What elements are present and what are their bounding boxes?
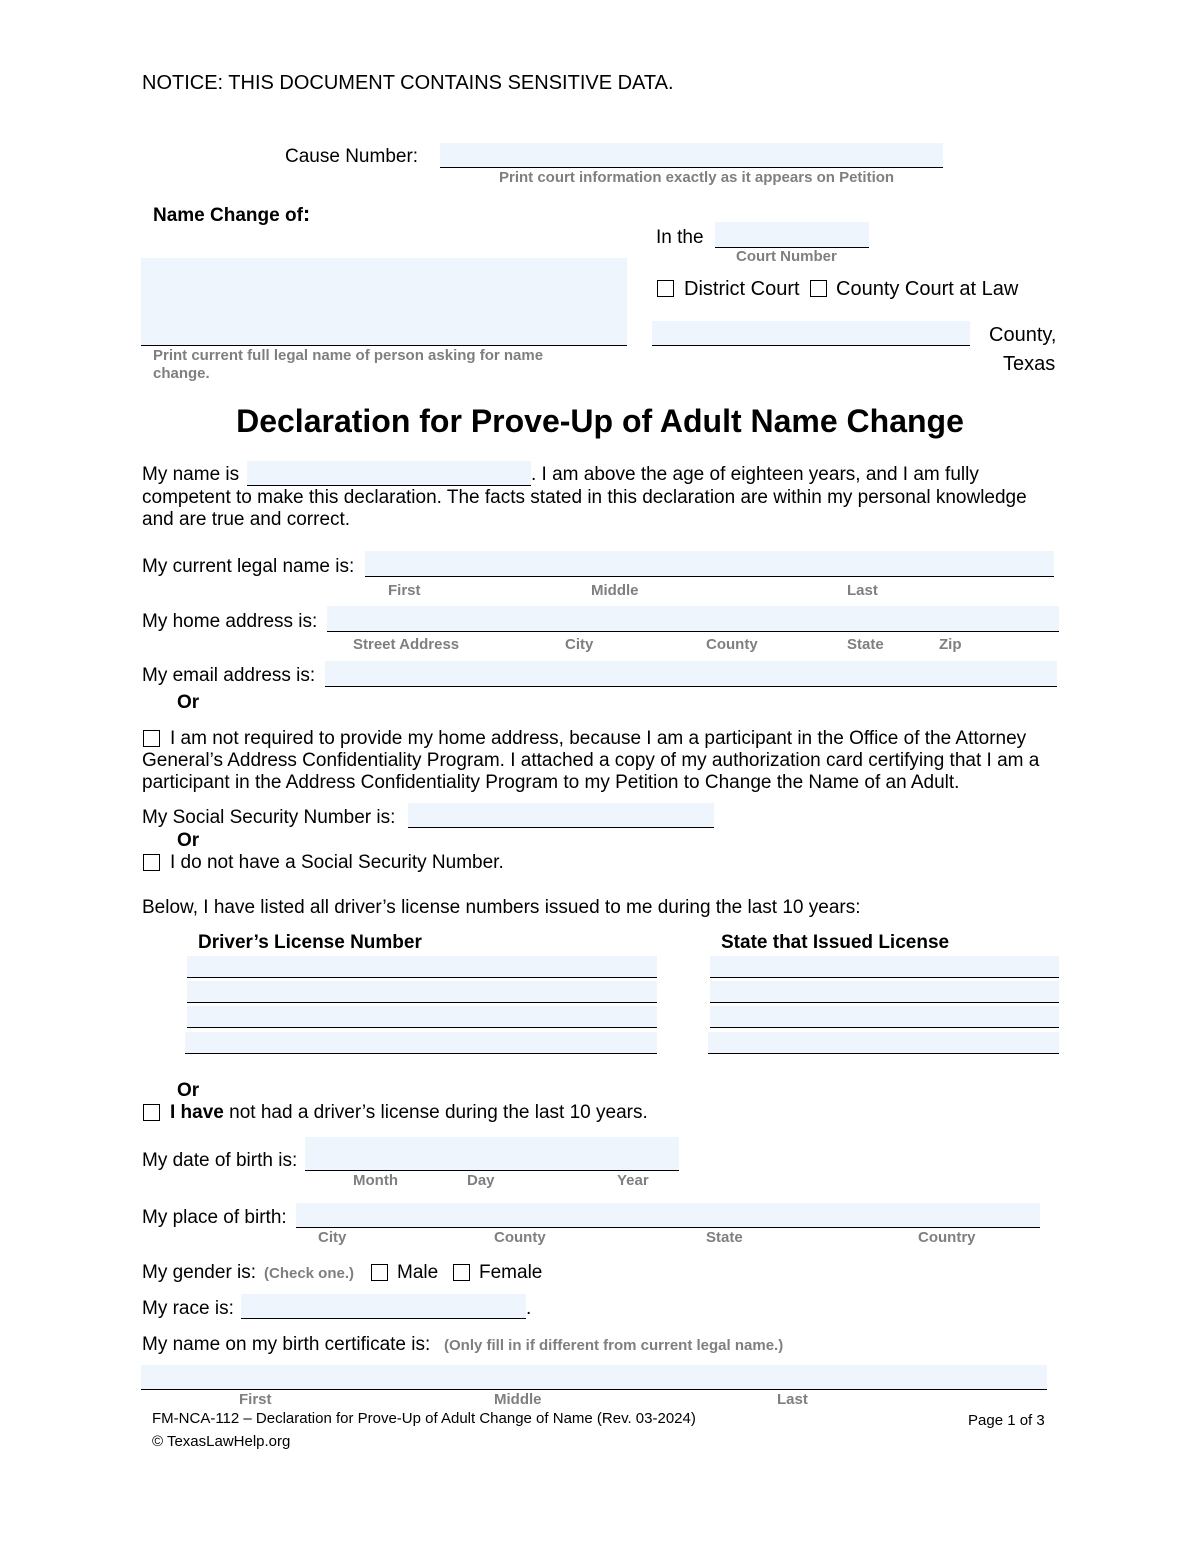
gender-hint: (Check one.)	[264, 1265, 355, 1282]
acp-line1: I am not required to provide my home address, because I am a participant in the Office of the Attorney	[170, 728, 1027, 749]
license-state-row-4[interactable]	[708, 1032, 1059, 1054]
intro-line3: and are true and correct.	[142, 509, 351, 530]
district-court-checkbox[interactable]	[657, 280, 674, 297]
acp-line3: participant in the Address Confidentiality Program to my Petition to Change the Name of an Adult.	[142, 772, 960, 793]
no-ssn-label: I do not have a Social Security Number.	[170, 852, 504, 873]
name-change-of-heading: Name Change of:	[153, 201, 311, 226]
ssn-label: My Social Security Number is:	[142, 807, 396, 828]
drivers-license-number-header: Driver’s License Number	[198, 932, 422, 953]
license-number-row-4[interactable]	[185, 1032, 657, 1054]
dob-year-hint: Year	[617, 1172, 649, 1189]
declarant-name-field[interactable]	[247, 461, 531, 486]
pob-field[interactable]	[296, 1203, 1040, 1228]
drivers-license-intro: Below, I have listed all driver’s license numbers issued to me during the last 10 years:	[142, 897, 861, 918]
my-name-is-label: My name is	[142, 464, 240, 485]
county-label: County,	[989, 324, 1057, 346]
pob-county-hint: County	[494, 1229, 546, 1246]
dob-field[interactable]	[305, 1137, 679, 1171]
county-court-at-law-label: County Court at Law	[836, 278, 1019, 300]
license-number-row-2[interactable]	[187, 981, 657, 1003]
female-checkbox[interactable]	[453, 1264, 470, 1281]
intro-line1-rest: . I am above the age of eighteen years, and I am fully	[531, 464, 979, 485]
pob-city-hint: City	[318, 1229, 347, 1246]
birth-certificate-name-field[interactable]	[141, 1365, 1047, 1390]
email-label: My email address is:	[142, 665, 316, 686]
court-number-hint: Court Number	[736, 248, 837, 265]
race-label: My race is:	[142, 1298, 234, 1319]
page-number: Page 1 of 3	[968, 1412, 1045, 1429]
or-label-ssn: Or	[177, 830, 200, 851]
birth-cert-middle-hint: Middle	[494, 1391, 542, 1408]
license-number-row-3[interactable]	[187, 1006, 657, 1028]
dob-month-hint: Month	[353, 1172, 398, 1189]
home-address-label: My home address is:	[142, 611, 318, 632]
intro-line2: competent to make this declaration. The facts stated in this declaration are within my personal knowledge	[142, 487, 1027, 508]
gender-label: My gender is:	[142, 1262, 257, 1283]
birth-certificate-hint: (Only fill in if different from current legal name.)	[444, 1337, 784, 1354]
court-number-field[interactable]	[715, 222, 869, 248]
texas-label: Texas	[1003, 353, 1056, 375]
home-address-field[interactable]	[327, 606, 1059, 632]
birth-certificate-label: My name on my birth certificate is:	[142, 1334, 431, 1355]
race-period: .	[526, 1298, 532, 1319]
county-court-at-law-checkbox[interactable]	[810, 280, 827, 297]
address-state-hint: State	[847, 636, 884, 653]
copyright-footer: © TexasLawHelp.org	[152, 1433, 291, 1450]
legal-name-last-hint: Last	[847, 582, 878, 599]
address-confidentiality-checkbox[interactable]	[143, 730, 160, 747]
no-license-checkbox[interactable]	[143, 1104, 160, 1121]
email-field[interactable]	[325, 661, 1057, 687]
address-street-hint: Street Address	[353, 636, 460, 653]
form-id-footer: FM-NCA-112 – Declaration for Prove-Up of Adult Change of Name (Rev. 03-2024)	[152, 1410, 696, 1427]
acp-line2: General’s Address Confidentiality Program. I attached a copy of my authorization card certifying that I am a	[142, 750, 1040, 771]
dob-day-hint: Day	[467, 1172, 495, 1189]
birth-cert-first-hint: First	[239, 1391, 272, 1408]
legal-name-first-hint: First	[388, 582, 421, 599]
license-state-row-3[interactable]	[710, 1006, 1059, 1028]
or-label-address: Or	[177, 692, 200, 713]
legal-name-label: My current legal name is:	[142, 556, 355, 577]
petitioner-name-hint: Print current full legal name of person asking for name change.	[153, 347, 544, 382]
male-checkbox[interactable]	[371, 1264, 388, 1281]
license-number-row-1[interactable]	[187, 956, 657, 978]
pob-label: My place of birth:	[142, 1207, 287, 1228]
sensitive-data-notice: NOTICE: THIS DOCUMENT CONTAINS SENSITIVE DATA.	[142, 72, 674, 94]
petitioner-name-field[interactable]	[141, 258, 627, 346]
cause-number-hint: Print court information exactly as it appears on Petition	[499, 169, 895, 186]
race-field[interactable]	[241, 1294, 526, 1319]
district-court-label: District Court	[684, 278, 800, 300]
county-field[interactable]	[652, 321, 970, 346]
cause-number-field[interactable]	[440, 143, 943, 168]
address-city-hint: City	[565, 636, 594, 653]
address-zip-hint: Zip	[939, 636, 962, 653]
cause-number-label: Cause Number:	[285, 146, 419, 167]
birth-cert-last-hint: Last	[777, 1391, 808, 1408]
issuing-state-header: State that Issued License	[721, 932, 950, 953]
female-label: Female	[479, 1262, 543, 1283]
license-state-row-1[interactable]	[710, 956, 1059, 978]
in-the-label: In the	[656, 227, 704, 248]
address-county-hint: County	[706, 636, 758, 653]
no-ssn-checkbox[interactable]	[143, 854, 160, 871]
dob-label: My date of birth is:	[142, 1150, 298, 1171]
no-license-label: I have not had a driver’s license during the last 10 years.	[170, 1102, 648, 1123]
legal-name-middle-hint: Middle	[591, 582, 639, 599]
or-label-license: Or	[177, 1080, 200, 1101]
ssn-field[interactable]	[408, 803, 714, 828]
pob-state-hint: State	[706, 1229, 743, 1246]
pob-country-hint: Country	[918, 1229, 976, 1246]
page-title: Declaration for Prove-Up of Adult Name Change	[236, 403, 964, 439]
legal-name-field[interactable]	[365, 551, 1054, 577]
male-label: Male	[397, 1262, 439, 1283]
license-state-row-2[interactable]	[710, 981, 1059, 1003]
